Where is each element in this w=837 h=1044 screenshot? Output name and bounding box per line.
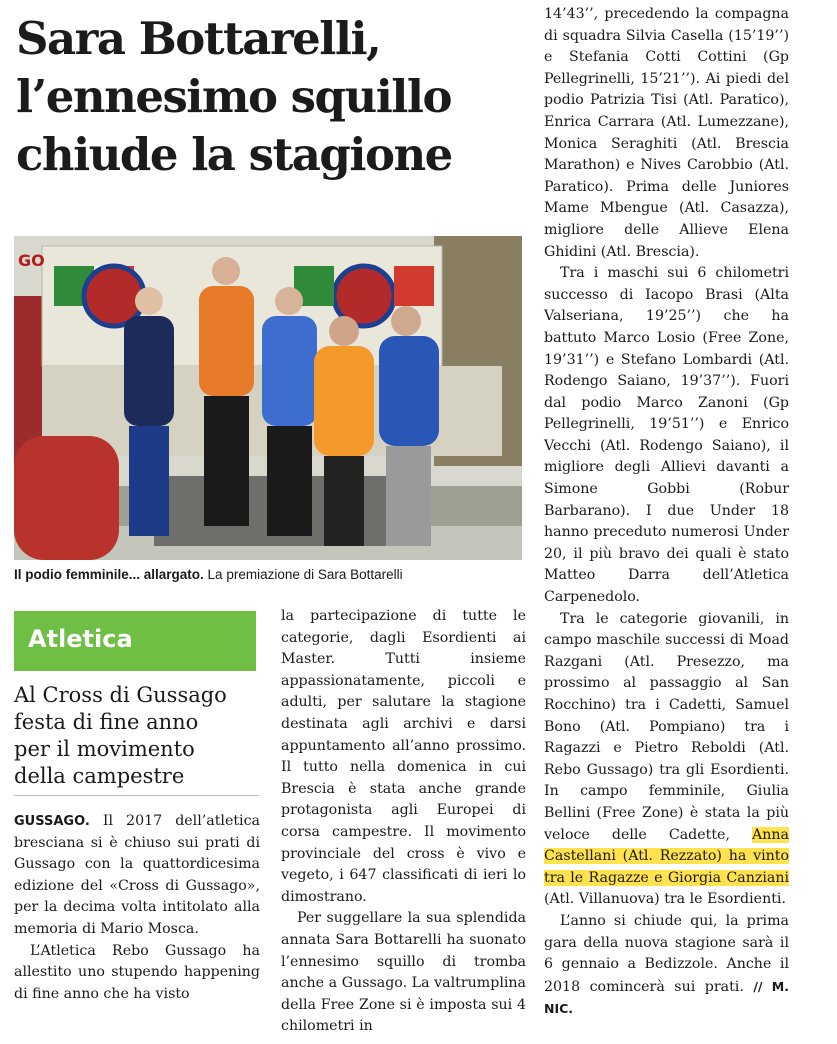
divider xyxy=(14,795,259,796)
paragraph-8-text: L’anno si chiude qui, la prima gara della nuova stagione sarà il 6 gennaio a Bedizzole. Anche il 2018 comincerà sui prati. xyxy=(544,912,789,995)
section-label-box xyxy=(14,611,256,671)
headline-line-1: Sara Bottarelli, xyxy=(16,12,381,65)
paragraph-2: L’Atletica Rebo Gussago ha allestito uno stupendo happening di fine anno che ha visto xyxy=(14,942,260,1002)
caption-bold: Il podio femminile... allargato. xyxy=(14,567,204,582)
paragraph-4: Per suggellare la sua splendida annata Sara Bottarelli ha suonato l’ennesimo squillo di tromba anche a Gussago. La valtrumplina della Free Zone si è imposta sui 4 chilometri in xyxy=(281,910,526,1035)
paragraph-3: la partecipazione di tutte le categorie, dagli Esordienti ai Master. Tutti insieme appassionatamente, piccoli e adulti, per salutare la stagione destinata agli archivi e darsi appuntamento all’anno prossimo. Il tutto nella domenica in cui Brescia è stata anche grande protagonista agli Europei di corsa campestre. Il movimento provinciale del cross è vivo e vegeto, i 647 classificati di ieri lo dimostrano. xyxy=(281,608,526,905)
banner-text-1: GO xyxy=(18,251,45,270)
subheadline xyxy=(14,682,259,790)
paragraph-1-text: Il 2017 dell’atletica bresciana si è chiuso sui prati di Gussago con la quattordicesima edizione del «Cross di Gussago», per la decima volta intitolato alla memoria di Mario Mosca. xyxy=(14,813,260,937)
highlighted-text: Anna Castellani (Atl. Rezzato) ha vinto tra le Ragazze e Giorgia Canziani xyxy=(544,826,789,886)
paragraph-7 xyxy=(544,609,789,911)
section-label: Atletica xyxy=(28,625,133,653)
caption-text: La premiazione di Sara Bottarelli xyxy=(207,567,403,582)
podium-photo xyxy=(14,236,522,560)
signature: // M. NIC. xyxy=(544,978,789,1017)
headline-line-3: chiude la stagione xyxy=(16,128,452,181)
article-column-2 xyxy=(281,606,526,1038)
paragraph-1 xyxy=(14,811,260,941)
paragraph-7-a: Tra le categorie giovanili, in campo maschile successi di Moad Razgani (Atl. Presezzo, ma prossimo al passaggio al San Rocchino) tra i Cadetti, Samuel Bono (Atl. Pompiano) tra i Ragazzi e Pietro Reboldi (Atl. Rebo Gussago) tra gli Esordienti. In campo femminile, Giulia Bellini (Free Zone) è stata la più veloce delle Cadette, xyxy=(544,610,789,843)
article-column-3 xyxy=(544,4,789,1021)
paragraph-5: 14’43’’, precedendo la compagna di squadra Silvia Casella (15’19’’) e Stefania Cotti Cottini (Gp Pellegrinelli, 15’21’’). Ai piedi del podio Patrizia Tisi (Atl. Paratico), Enrica Carrara (Atl. Lumezzane), Monica Seraghiti (Atl. Brescia Marathon) e Nives Carobbio (Atl. Paratico). Prima delle Juniores Mame Mbengue (Atl. Casazza), migliore delle Allieve Elena Ghidini (Atl. Brescia). xyxy=(544,6,789,260)
photo-caption xyxy=(14,567,534,582)
paragraph-7-b: (Atl. Villanuova) tra le Esordienti. xyxy=(544,891,786,908)
article-column-1 xyxy=(14,811,260,1005)
subhead-line-4: della campestre xyxy=(14,764,185,788)
headline-line-2: l’ennesimo squillo xyxy=(16,70,451,123)
paragraph-6: Tra i maschi sui 6 chilometri successo di Iacopo Brasi (Alta Valseriana, 19’25’’) che ha battuto Marco Losio (Free Zone, 19’31’’) e Stefano Lombardi (Atl. Rodengo Saiano, 19’37’’). Fuori dal podio Marco Zanoni (Gp Pellegrinelli, 19’51’’) e Enrico Vecchi (Atl. Rodengo Saiano), il migliore degli Allievi davanti a Simone Gobbi (Robur Barbarano). I due Under 18 hanno preceduto numerosi Under 20, il più bravo dei quali è stato Matteo Darra dell’Atletica Carpenedolo. xyxy=(544,265,789,606)
dateline: GUSSAGO. xyxy=(14,814,90,829)
subhead-line-2: festa di fine anno xyxy=(14,710,199,734)
subhead-line-3: per il movimento xyxy=(14,737,195,761)
podium-photo-illustration xyxy=(14,236,522,560)
paragraph-8 xyxy=(544,911,789,1021)
headline xyxy=(16,10,516,184)
subhead-line-1: Al Cross di Gussago xyxy=(14,683,227,707)
